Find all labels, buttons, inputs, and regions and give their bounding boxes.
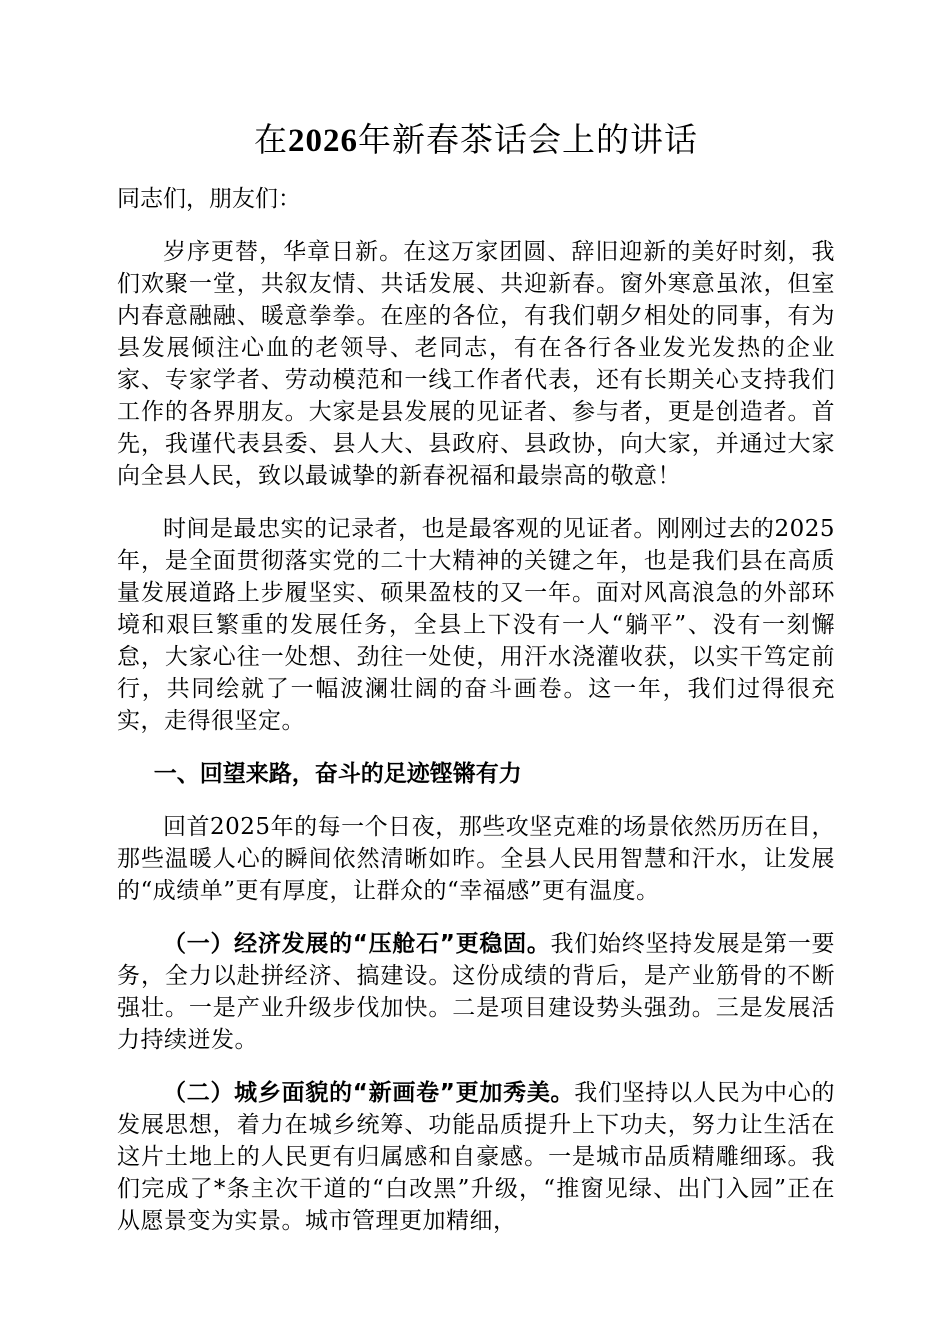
subsection-economy-body: 我们始终坚持发展是第一要务，全力以赴拼经济、搞建设。这份成绩的背后，是产业筋骨的不断强壮。一是产业升级步伐加快。二是项目建设势头强劲。三是发展活力持续迸发。 (117, 931, 836, 1053)
section-intro: 回首2025年的每一个日夜，那些攻坚克难的场景依然历历在目，那些温暖人心的瞬间依然清晰如昨。全县人民用智慧和汗水，让发展的“成绩单”更有厚度，让群众的“幸福感”更有温度。 (117, 814, 835, 904)
section-heading: 一、回望来路，奋斗的足迹铿锵有力 (153, 761, 522, 787)
paragraph-review: 时间是最忠实的记录者，也是最客观的见证者。刚刚过去的2025年，是全面贯彻落实党的二十大精神的关键之年，也是我们县在高质量发展道路上步履坚实、硕果盈枝的又一年。面对风高浪急的外部环境和艰巨繁重的发展任务，全县上下没有一人“躺平”、没有一刻懈怠，大家心往一处想、劲往一处使，用汗水浇灌收获，以实干笃定前行，共同绘就了一幅波澜壮阔的奋斗画卷。这一年，我们过得很充实，走得很坚定。 (117, 516, 835, 734)
subsection-economy-lead: （一）经济发展的“压舱石”更稳固。 (163, 931, 551, 957)
title-prefix: 在 (254, 120, 288, 159)
document-title (117, 120, 835, 161)
paragraph-opening: 岁序更替，华章日新。在这万家团圆、辞旧迎新的美好时刻，我们欢聚一堂，共叙友情、共话发展、共迎新春。窗外寒意虽浓，但室内春意融融、暖意拳拳。在座的各位，有我们朝夕相处的同事，有为县发展倾注心血的老领导、老同志，有在各行各业发光发热的企业家、专家学者、劳动模范和一线工作者代表，还有长期关心支持我们工作的各界朋友。大家是县发展的见证者、参与者，更是创造者。首先，我谨代表县委、县人大、县政府、县政协，向大家，并通过大家向全县人民，致以最诚挚的新春祝福和最崇高的敬意！ (117, 239, 835, 489)
subsection-urban-body: 我们坚持以人民为中心的发展思想，着力在城乡统筹、功能品质提升上下功夫，努力让生活在这片土地上的人民更有归属感和自豪感。一是城市品质精雕细琢。我们完成了*条主次干道的“白改黑”升级，“推窗见绿、出门入园”正在从愿景变为实景。城市管理更加精细， (117, 1080, 836, 1234)
title-suffix: 年新春茶话会上的讲话 (358, 120, 698, 159)
subsection-urban-lead: （二）城乡面貌的“新画卷”更加秀美。 (163, 1080, 575, 1106)
subsection-economy (117, 928, 835, 1056)
greeting: 同志们，朋友们： (117, 186, 301, 212)
subsection-urban (117, 1077, 835, 1237)
title-year: 2026 (288, 123, 358, 159)
